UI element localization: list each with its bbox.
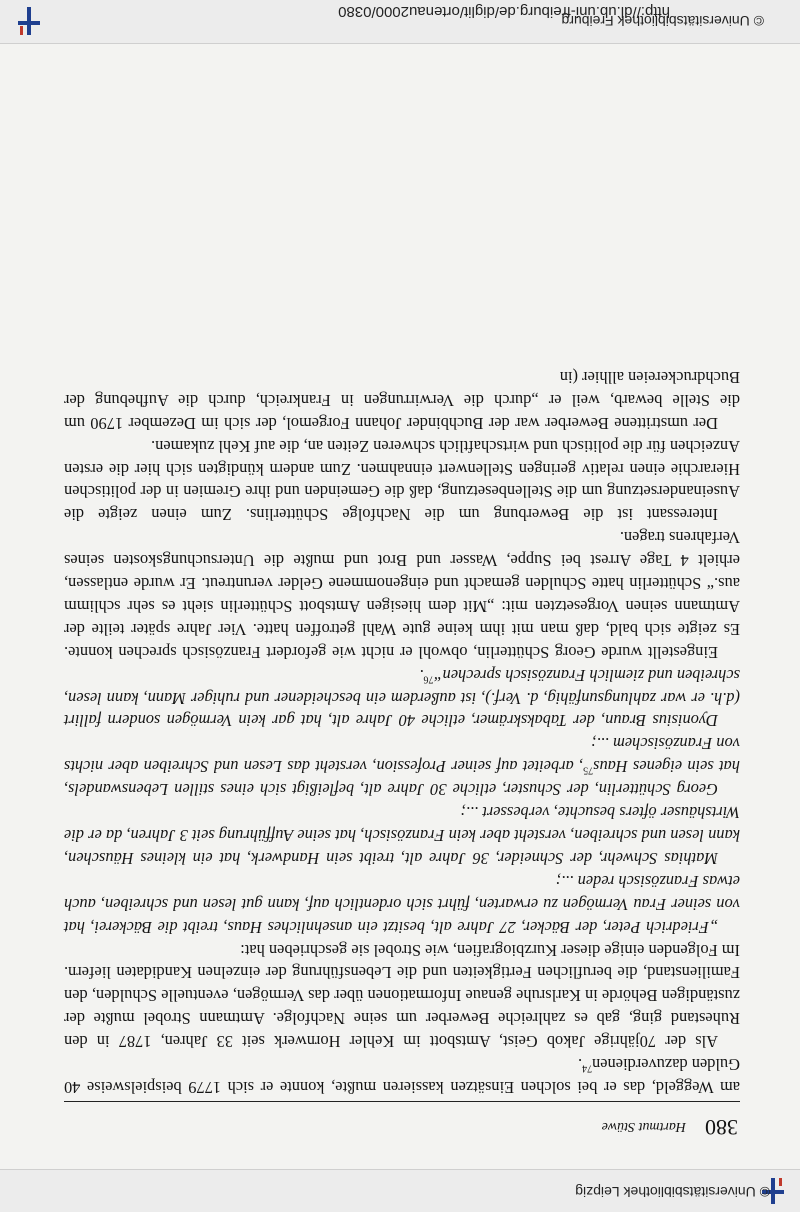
body-text [64, 365, 740, 1098]
paragraph: Der umstrittene Bewerber war der Buchbinder Johann Forgemol, der sich im Dezember 1790 um die Stelle bewarb, weil er „durch die Verwirrungen in Frankreich, durch die Aufhebung der Buchdruckereien allhier (in [64, 367, 740, 433]
footnote-ref: 75 [583, 764, 594, 776]
quote-paragraph: Georg Schütterlin, der Schuster, etliche 30 Jahre alt, befleißigt sich eines stillen Lebenswandels, hat sein eigenes Haus$^{75}$, arbeitet auf seiner Profession, versteht das Lesen und Schreiben aber nichts von Französischem ...; [64, 734, 740, 800]
quote-paragraph: Mathias Schwehr, der Schneider, 36 Jahre alt, treibt sein Handwerk, hat ein kleines Häuschen, kann lesen und schreiben, versteht aber kein Französisch, hat seine Aufführung seit 3 Jahren, da er die Wirtshäuser öfters besuchte, verbessert ...; [64, 803, 740, 868]
page-header [64, 1101, 740, 1140]
page-number: 380 [705, 1115, 738, 1140]
footnote-ref: 74 [582, 1062, 593, 1074]
library-credit-top: © Universitätsbibliothek Leipzig [575, 1184, 770, 1200]
paragraph: Als der 70jährige Jakob Geist, Amtsbott im Kehler Hornwerk seit 33 Jahren, 1787 in den Ruhestand ging, gab es zahlreiche Bewerber um seine Nachfolge. Amtmann Strobel mußte der zuständigen Behörde in Karlsruhe genaue Informationen über das Vermögen, eventuelle Schulden, den Familienstand, die beruflichen Fertigkeiten und die Lebensführung der einzelnen Kandidaten liefern. Im Folgenden einige dieser Kurzbiografien, wie Strobel sie geschrieben hat: [64, 940, 740, 1052]
document-url[interactable]: http://dl.ub.uni-freiburg.de/diglit/ortenau2000/0380 [338, 3, 670, 20]
paragraph: am Weggeld, das er bei solchen Einsätzen kassieren mußte, konnte er sich 1779 beispielsweise 40 Gulden dazuverdienen$^{74}$. [64, 1055, 740, 1097]
quote-paragraph: „Friedrich Peter, der Bäcker, 27 Jahre alt, besitzt ein ansehnliches Haus, treibt die Bäckerei, hat von seiner Frau Vermögen zu erwarten, führt sich ordentlich auf, kann gut lesen und schreiben, auch etwas Französisch reden ...; [64, 871, 740, 937]
library-header-bar [0, 1169, 800, 1212]
library-credit: © Universitätsbibliothek Freiburg [561, 13, 764, 29]
footnote-ref: 76 [423, 673, 434, 685]
running-head: Hartmut Stüwe [601, 1119, 686, 1134]
url-line[interactable] [0, 0, 800, 44]
paragraph: Eingestellt wurde Georg Schütterlin, obwohl er nicht wie gefordert Französisch sprechen konnte. Es zeigte sich bald, daß man mit ihm keine gute Wahl getroffen hatte. Vier Jahre später teilte der Amtmann seinen Vorgesetzten mit: „Mit dem hiesigen Amtsbott Schütterlin sieht es sehr schlimm aus.“ Schütterlin hatte Schulden gemacht und eingenommene Gelder veruntreut. Er wurde entlassen, erhielt 4 Tage Arrest bei Suppe, Wasser und Brot und mußte die Untersuchungskosten seines Verfahrens tragen. [64, 528, 740, 662]
paragraph: Interessant ist die Bewerbung um die Nachfolge Schütterlins. Zum einen zeigte die Auseinandersetzung um die Stellenbesetzung, daß die Gemeinden und ihre Gremien in der politischen Hierarchie einen relativ geringen Stellenwert einnahmen. Zum andern kündigten sich hier die ersten Anzeichen für die politisch und wirtschaftlich schweren Zeiten an, die auf Kehl zukamen. [64, 436, 740, 525]
quote-paragraph: Dyonisius Braun, der Tabakskrämer, etliche 40 Jahre alt, hat gar kein Vermögen sondern fallirt (d.h. er war zahlungsunfähig, d. Verf.), ist außerdem ein bescheidener und ruhiger Mann, kann lesen, schreiben und ziemlich Französisch sprechen“$^{76}$. [64, 665, 740, 731]
